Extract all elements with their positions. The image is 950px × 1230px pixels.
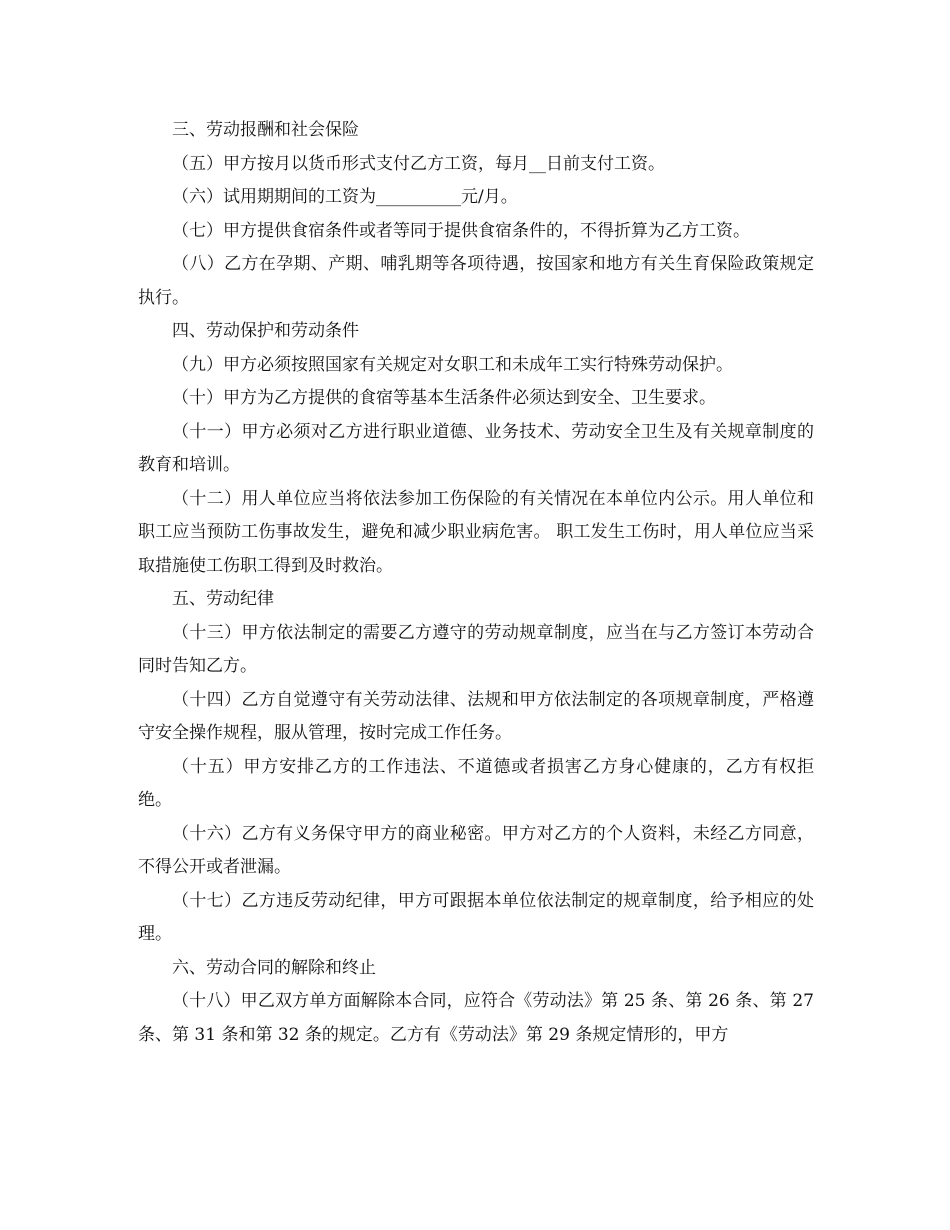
clause-7: （七）甲方提供食宿条件或者等同于提供食宿条件的，不得折算为乙方工资。 (172, 220, 750, 241)
clause-15: （十五）甲方安排乙方的工作违法、不道德或者损害乙方身心健康的，乙方有权拒绝。 (138, 756, 814, 810)
clause-6: （六）试用期期间的工资为__________元/月。 (172, 187, 518, 207)
clause-11: （十一）甲方必须对乙方进行职业道德、业务技术、劳动安全卫生及有关规章制度的教育和培训。 (138, 421, 814, 475)
clause-10: （十）甲方为乙方提供的食宿等基本生活条件必须达到安全、卫生要求。 (172, 388, 716, 408)
section-heading-labor-protection: 四、劳动保护和劳动条件 (172, 321, 359, 341)
clause-9: （九）甲方必须按照国家有关规定对女职工和未成年工实行特殊劳动保护。 (172, 354, 733, 375)
clause-5: （五）甲方按月以货币形式支付乙方工资，每月__日前支付工资。 (172, 153, 665, 174)
section-heading-labor-pay: 三、劳动报酬和社会保险 (172, 120, 359, 140)
clause-17: （十七）乙方违反劳动纪律，甲方可跟据本单位依法制定的规章制度，给予相应的处理。 (138, 890, 814, 944)
clause-14: （十四）乙方自觉遵守有关劳动法律、法规和甲方依法制定的各项规章制度，严格遵守安全操作规程，服从管理，按时完成工作任务。 (138, 689, 814, 743)
clause-18: （十八）甲乙双方单方面解除本合同，应符合《劳动法》第 25 条、第 26 条、第 27 条、第 31 条和第 32 条的规定。乙方有《劳动法》第 29 条规定情形的，甲方 (138, 991, 814, 1045)
clause-16: （十六）乙方有义务保守甲方的商业秘密。甲方对乙方的个人资料，未经乙方同意，不得公开或者泄漏。 (138, 823, 814, 877)
clause-13: （十三）甲方依法制定的需要乙方遵守的劳动规章制度，应当在与乙方签订本劳动合同时告知乙方。 (138, 622, 814, 676)
clause-12: （十二）用人单位应当将依法参加工伤保险的有关情况在本单位内公示。用人单位和职工应当预防工伤事故发生，避免和减少职业病危害。 职工发生工伤时，用人单位应当采取措施使工伤职工得到及时救治。 (138, 488, 814, 576)
document-body (138, 114, 814, 1052)
section-heading-labor-discipline: 五、劳动纪律 (172, 589, 274, 609)
section-heading-contract-termination: 六、劳动合同的解除和终止 (172, 957, 376, 978)
clause-8: （八）乙方在孕期、产期、哺乳期等各项待遇，按国家和地方有关生育保险政策规定执行。 (138, 254, 814, 308)
